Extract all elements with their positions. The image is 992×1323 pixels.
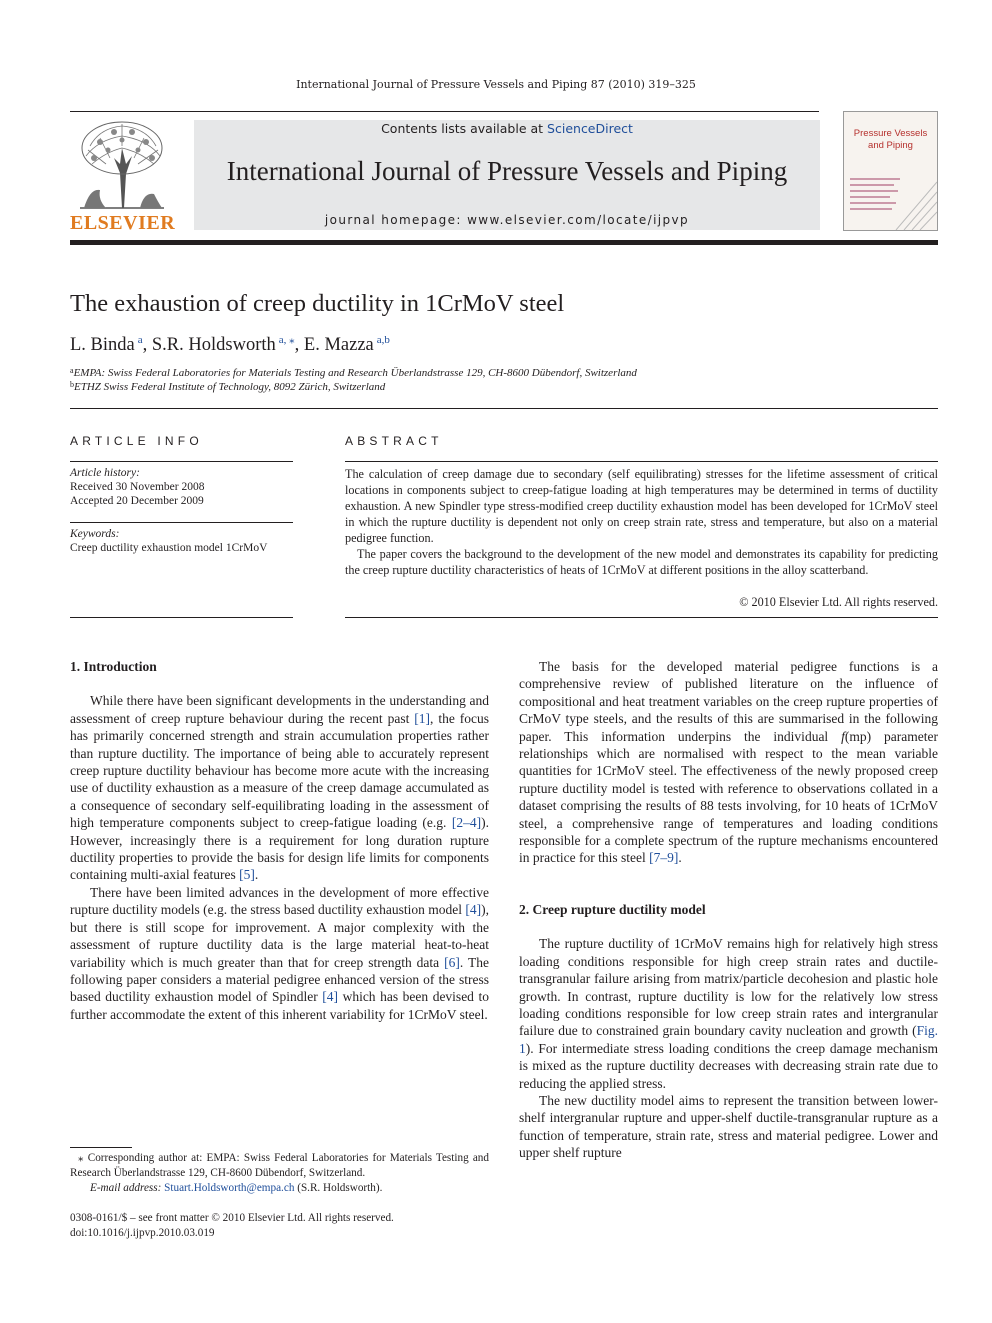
author-email-link[interactable]: Stuart.Holdsworth@empa.ch: [164, 1182, 295, 1194]
body-paragraph: The new ductility model aims to represent the transition between lower-shelf intergranular rupture and upper-shelf ductile-transgranular rupture as a function of temperature, strain rate, stress and material pedigree. Lower and upper shelf rupture: [519, 1092, 938, 1161]
citation-link[interactable]: [7–9]: [649, 850, 679, 866]
body-paragraph: There have been limited advances in the development of more effective rupture ductility models (e.g. the stress based ductility exhaustion model [4]), but there is still scope for improvement. A major complexity with the assessment of rupture ductility data is the large material heat-to-heat variability which is much greater than that for creep strength data [6]. The following paper considers a material pedigree enhanced version of the stress based ductility exhaustion model of Spindler [4] which has been devised to further accommodate the extent of this inherent variability for 1CrMoV steel.: [70, 884, 489, 1022]
citation-link[interactable]: [4]: [465, 902, 482, 918]
citation-link[interactable]: [6]: [444, 954, 460, 970]
body-left-column: [70, 658, 489, 1023]
affiliation-b: [70, 380, 385, 393]
author-list: L. Binda $^a$, S.R. Holdsworth $^{a, ⁎}$, E. Mazza $^{a,b}$: [70, 334, 390, 355]
citation-link[interactable]: [1]: [414, 710, 431, 726]
doi-line[interactable]: doi:10.1016/j.ijpvp.2010.03.019: [70, 1227, 215, 1239]
divider: [70, 408, 938, 409]
body-paragraph: While there have been significant developments in the understanding and assessment of creep rupture behaviour during the recent past [1], the focus has primarily concerned strength and strain accumulation properties rather than rupture ductility. The importance of being able to accurately represent creep rupture ductility behaviour has become more acute with the increasing use of ductility exhaustion as a measure of the creep damage accumulated as a consequence of secondary self-equilibrating loading in the assessment of high temperature components subject to creep-fatigue loading (e.g. [2–4]). However, increasingly there is a requirement for long duration rupture ductility properties to provide the basis for design life limits for components containing multi-axial features [5].: [70, 693, 490, 883]
abstract-body: [345, 466, 938, 578]
body-paragraph: The basis for the developed material pedigree functions is a comprehensive review of published literature on the influence of compositional and heat treatment variables on the creep rupture properties of CrMoV type steels, and the results of this are summarised in the following paper. This information underpins the individual f(mp) parameter relationships which are normalised with respect to the mean variable quantities for 1CrMoV steel. The effectiveness of the newly proposed creep rupture ductility model is tested with reference to observations collated in a dataset comprising the results of 88 tests involving, for 10 heats of 1CrMoV steel, a comprehensive range of temperatures and loading conditions responsible for a complete spectrum of the rupture mechanisms encountered in practice for this steel [7–9].: [519, 659, 938, 866]
cover-title: Pressure Vessels and Piping: [853, 128, 928, 151]
affiliation-mark: b: [70, 380, 74, 389]
figure-link[interactable]: Fig. 1: [519, 1023, 938, 1056]
email-suffix: (S.R. Holdsworth).: [294, 1182, 383, 1194]
article-info-heading: ARTICLE INFO: [70, 434, 203, 448]
citation-link[interactable]: [2–4]: [451, 815, 482, 831]
author-affil-mark[interactable]: a,b: [376, 334, 390, 346]
article-title: The exhaustion of creep ductility in 1CrMoV steel: [70, 290, 565, 317]
abstract-paragraph: The calculation of creep damage due to secondary (self equilibrating) stresses for the lifetime assessment of critical locations in components subject to creep-fatigue loading at high temperatures may be determined in terms of ductility exhaustion. A new Spindler type stress-modified creep ductility exhaustion model has been developed for 1CrMoV steel in which the rupture ductility is dependent not only on creep strain rate, stress and temperature, but also on a material pedigree function.: [345, 467, 938, 545]
sciencedirect-link[interactable]: ScienceDirect: [547, 121, 633, 136]
journal-citation: International Journal of Pressure Vessels and Piping 87 (2010) 319–325: [296, 78, 696, 91]
footnote-rule: [70, 1147, 132, 1148]
divider: [70, 522, 293, 523]
corresponding-author-footnote: [70, 1151, 489, 1196]
accepted-date: Accepted 20 December 2009: [70, 495, 204, 507]
keywords-label: Keywords:: [70, 528, 120, 540]
email-label: E-mail address:: [90, 1182, 165, 1194]
abstract-heading: ABSTRACT: [345, 434, 443, 448]
divider: [70, 617, 293, 618]
author-affil-mark[interactable]: a: [137, 334, 143, 346]
author-name: E. Mazza: [303, 335, 374, 355]
affiliation-mark: a: [70, 366, 74, 375]
body-paragraph: The rupture ductility of 1CrMoV remains high for relatively high stress loading conditions responsible for high creep strain rates and ductile-transgranular failure arising from matrix/particle decohesion and plastic hole growth. In contrast, rupture ductility is low for the relatively low stress loading conditions responsible for low creep strain rates and intergranular failure due to constrained grain boundary cavity nucleation and growth (Fig. 1). For intermediate stress loading conditions the creep damage mechanism is mixed as the rupture ductility decreases with decreasing strain rate due to reducing the applied stress.: [519, 936, 938, 1091]
divider: [345, 461, 938, 462]
body-right-column: [519, 658, 938, 1162]
contents-line: [194, 121, 820, 136]
front-matter: [70, 1211, 394, 1241]
citation-link[interactable]: [4]: [322, 989, 339, 1005]
author-affil-mark[interactable]: a, ⁎: [278, 334, 295, 346]
keywords: Creep ductility exhaustion model 1CrMoV: [70, 542, 268, 554]
header-thick-rule: [70, 240, 938, 245]
issn-line: 0308-0161/$ – see front matter © 2010 Elsevier Ltd. All rights reserved.: [70, 1212, 394, 1224]
divider: [345, 617, 938, 618]
affiliation-text: EMPA: Swiss Federal Laboratories for Materials Testing and Research Überlandstrasse 129, CH-8600 Dübendorf, Switzerland: [73, 367, 637, 379]
affiliation-a: [70, 366, 637, 379]
abstract-copyright: © 2010 Elsevier Ltd. All rights reserved.: [739, 595, 938, 609]
journal-homepage[interactable]: journal homepage: www.elsevier.com/locate/ijpvp: [324, 213, 690, 227]
footnote-text: ⁎ Corresponding author at: EMPA: Swiss Federal Laboratories for Materials Testing and Research Überlandstrasse 129, CH-8600 Dübendorf, Switzerland.: [70, 1152, 489, 1179]
abstract-paragraph: The paper covers the background to the development of the new model and demonstrates its capability for predicting the creep rupture ductility characteristics of heats of 1CrMoV at different positions in the alloy scatterband.: [345, 547, 938, 577]
author-name: L. Binda: [70, 335, 135, 355]
header-rule: [70, 111, 819, 112]
citation-link[interactable]: [5]: [239, 867, 255, 883]
author-name: S.R. Holdsworth: [151, 335, 276, 355]
contents-prefix: Contents lists available at: [381, 121, 548, 136]
affiliation-text: ETHZ Swiss Federal Institute of Technology, 8092 Zürich, Switzerland: [74, 381, 386, 393]
section-heading: 1. Introduction: [70, 659, 157, 674]
received-date: Received 30 November 2008: [70, 481, 205, 493]
section-heading: 2. Creep rupture ductility model: [519, 901, 706, 917]
history-label: Article history:: [70, 467, 140, 479]
journal-title: International Journal of Pressure Vessels and Piping: [226, 156, 788, 186]
keywords-block: [70, 527, 293, 555]
elsevier-wordmark: ELSEVIER: [70, 212, 176, 234]
article-history: [70, 466, 293, 508]
divider: [70, 461, 293, 462]
